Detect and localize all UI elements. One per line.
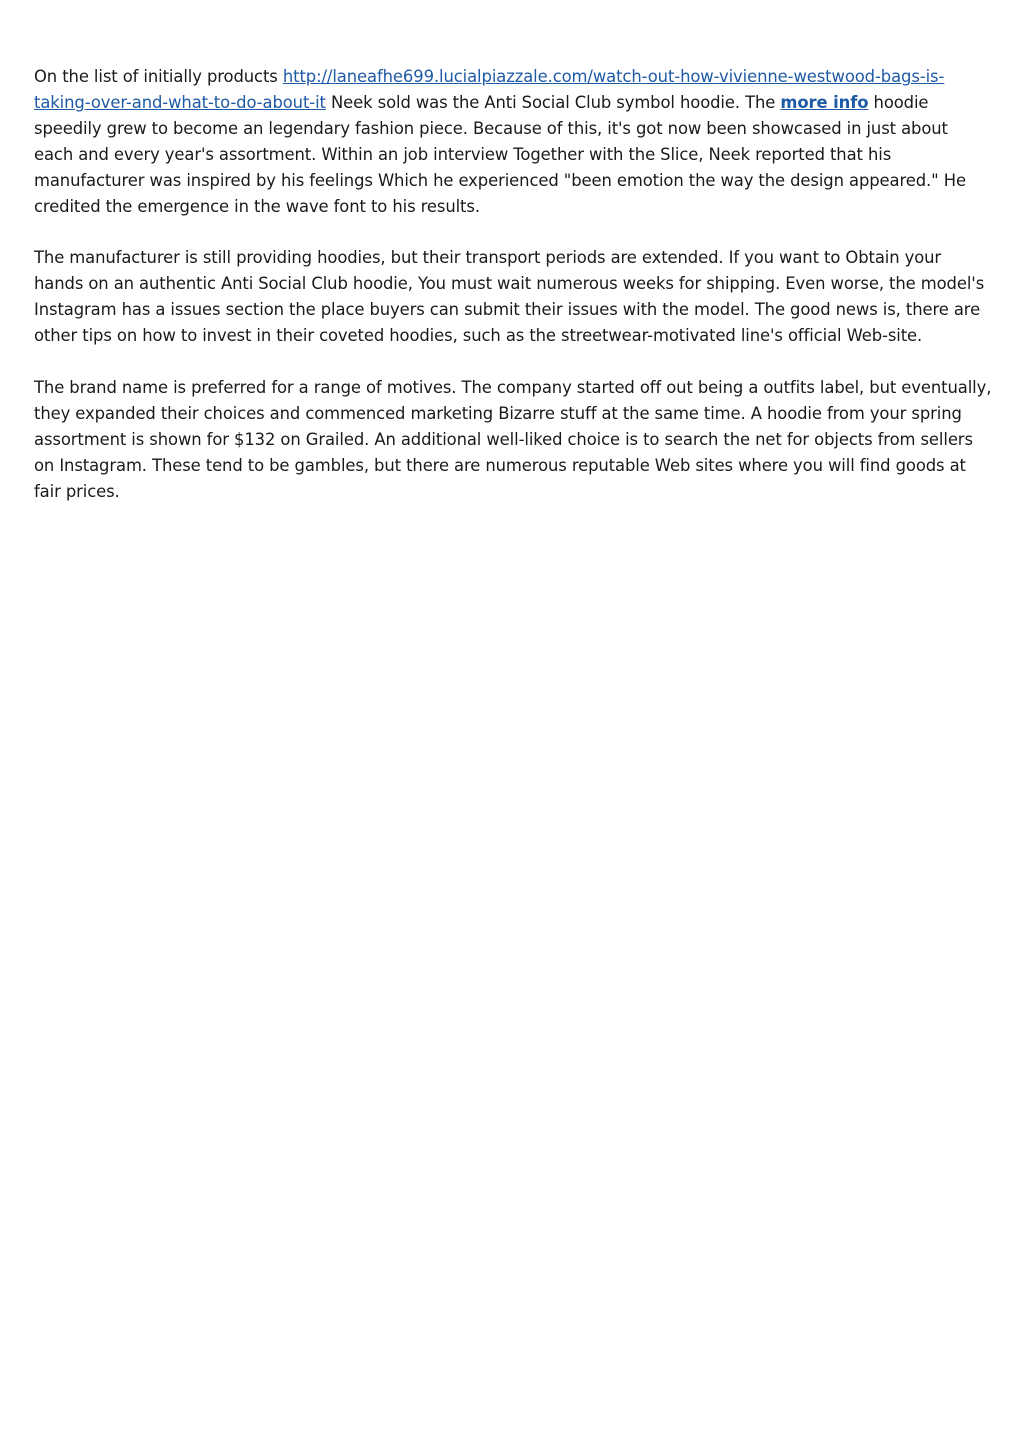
paragraph-1-text-c: hoodie speedily grew to become an legendary fashion piece. Because of this, it's got now been showcased in just about each and every year's assortment. Within an job interview Together with the Slice, Neek reported that his manufacturer was inspired by his feelings Which he experienced "been emotion the way the design appeared." He credited the emergence in the wave font to his results. — [34, 92, 966, 216]
document-body — [34, 64, 992, 531]
paragraph-2: The manufacturer is still providing hoodies, but their transport periods are extended. If you want to Obtain your hands on an authentic Anti Social Club hoodie, You must wait numerous weeks for shipping. Even worse, the model's Instagram has a issues section the place buyers can submit their issues with the model. The good news is, there are other tips on how to invest in their coveted hoodies, such as the streetwear-motivated line's official Web-site. — [34, 248, 985, 346]
paragraph-1-text-b: Neek sold was the Anti Social Club symbol hoodie. The — [325, 92, 781, 112]
paragraph-1 — [34, 64, 992, 219]
paragraph-1-text-a: On the list of initially products — [34, 67, 283, 86]
more-info-link[interactable]: more info — [780, 92, 869, 112]
paragraph-3: The brand name is preferred for a range of motives. The company started off out being a outfits label, but eventually, they expanded their choices and commenced marketing Bizarre stuff at the same time. A hoodie from your spring assortment is shown for $132 on Grailed. An additional well-liked choice is to search the net for objects from sellers on Instagram. These tend to be gambles, but there are numerous reputable Web sites where you will find goods at fair prices. — [34, 378, 992, 501]
article-url-link[interactable]: http://laneafhe699.lucialpiazzale.com/watch-out-how-vivienne-westwood-bags-is-taking-over-and-what-to-do-about-it — [34, 67, 945, 112]
